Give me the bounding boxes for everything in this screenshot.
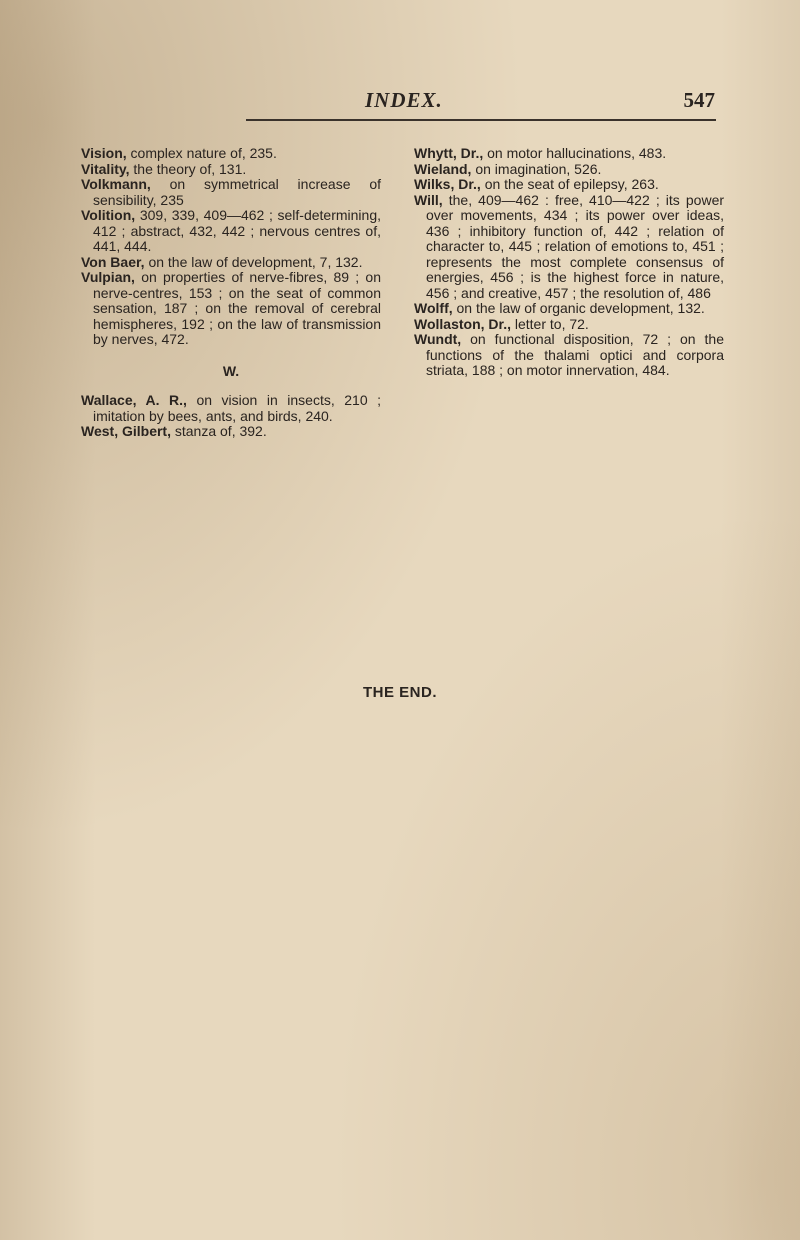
entry-text: on the law of development, 7, 132. bbox=[148, 253, 363, 270]
entry-head: Vitality, bbox=[81, 160, 130, 177]
the-end: THE END. bbox=[362, 684, 437, 701]
entry-text: on symmetrical increase of sensibility, 235 bbox=[93, 176, 381, 208]
entry-head: Wollaston, Dr., bbox=[414, 315, 511, 332]
entry-head: Whytt, Dr., bbox=[414, 145, 484, 161]
entry-head: Wieland, bbox=[414, 160, 472, 177]
entry-text: on imagination, 526. bbox=[475, 160, 602, 177]
index-entry bbox=[81, 162, 381, 178]
index-entry bbox=[81, 208, 381, 255]
entry-head: Wilks, Dr., bbox=[414, 176, 481, 192]
entry-head: West, Gilbert, bbox=[81, 423, 171, 439]
index-entry bbox=[81, 177, 381, 208]
entry-text: on the seat of epilepsy, 263. bbox=[484, 176, 659, 192]
entry-text: on vision in insects, 210 ; imitation by bees, ants, and birds, 240. bbox=[93, 392, 382, 424]
index-entry bbox=[81, 270, 381, 348]
index-column-right bbox=[414, 146, 724, 379]
entry-head: Wolff, bbox=[414, 300, 453, 316]
entry-text: on the law of organic development, 132. bbox=[456, 300, 705, 316]
entry-head: Vision, bbox=[81, 145, 127, 161]
running-head bbox=[245, 88, 715, 118]
page-number: 547 bbox=[683, 88, 715, 112]
index-entry bbox=[81, 146, 381, 162]
index-entry bbox=[414, 146, 724, 162]
index-entry bbox=[414, 317, 724, 333]
index-entry bbox=[414, 193, 724, 302]
entry-text: on functional disposition, 72 ; on the functions of the thalami optici and corpora striata, 188 ; on motor innervation, 484. bbox=[426, 331, 724, 378]
index-entry bbox=[414, 301, 724, 317]
index-entry bbox=[81, 255, 381, 271]
index-column-left bbox=[81, 146, 381, 440]
entry-text: the, 409—462 : free, 410—422 ; its power over movements, 434 ; its power over ideas, 436 ; inhibitory function of, 442 ; relation of character to, 445 ; relation of emotions to, 451 ; represents the most complete consensus of energies, 456 ; is the highest force in nature, 456 ; and creative, 457 ; the resolution of, 486 bbox=[426, 191, 725, 301]
entry-head: Von Baer, bbox=[81, 253, 145, 270]
index-entry bbox=[81, 424, 381, 440]
entry-text: 309, 339, 409—462 ; self-determining, 412 ; abstract, 432, 442 ; nervous centres of, 441, 444. bbox=[93, 207, 382, 254]
entry-text: stanza of, 392. bbox=[174, 423, 267, 439]
entry-head: Wallace, A. R., bbox=[81, 392, 187, 408]
entry-head: Will, bbox=[414, 191, 443, 208]
entry-text: the theory of, 131. bbox=[133, 160, 247, 177]
entry-head: Wundt, bbox=[414, 331, 462, 347]
entry-text: on motor hallucinations, 483. bbox=[487, 145, 667, 161]
entry-text: on properties of nerve-fibres, 89 ; on nerve-centres, 153 ; on the seat of common sensation, 187 ; on the removal of cerebral hemispheres, 192 ; on the law of transmission by nerves, 472. bbox=[93, 269, 381, 347]
index-entry bbox=[414, 332, 724, 379]
index-entry bbox=[414, 162, 724, 178]
index-entry bbox=[414, 177, 724, 193]
entry-head: Volition, bbox=[81, 207, 136, 223]
section-letter: W. bbox=[222, 362, 240, 379]
entry-text: complex nature of, 235. bbox=[130, 145, 277, 161]
entry-head: Volkmann, bbox=[81, 176, 151, 192]
running-head-title: INDEX. bbox=[365, 88, 443, 112]
entry-head: Vulpian, bbox=[81, 269, 135, 285]
header-rule bbox=[246, 119, 716, 121]
index-entry bbox=[81, 393, 381, 424]
entry-text: letter to, 72. bbox=[514, 315, 589, 332]
